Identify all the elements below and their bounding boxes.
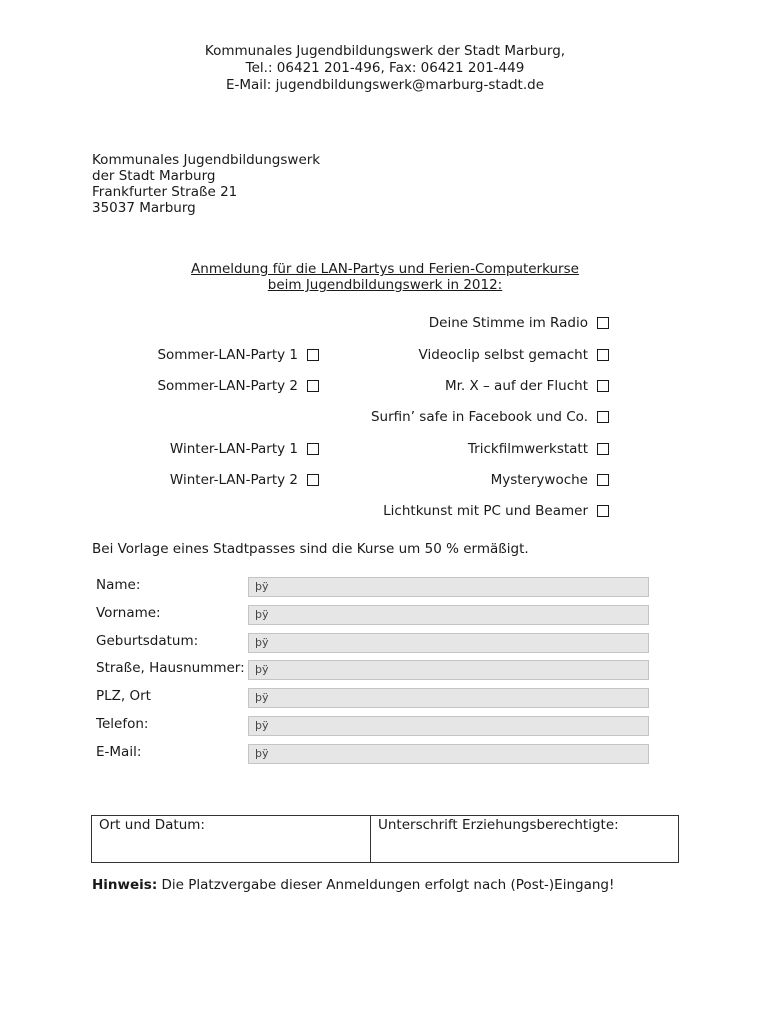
- option-label: Videoclip selbst gemacht: [418, 347, 588, 363]
- option-mysterywoche[interactable]: [491, 470, 609, 490]
- checkbox[interactable]: [597, 474, 609, 486]
- option-sommer-lan-1[interactable]: [157, 345, 319, 365]
- address-line-1: Kommunales Jugendbildungswerk: [92, 152, 321, 168]
- vorname-label: Vorname:: [96, 605, 161, 621]
- name-field[interactable]: þÿ: [248, 577, 649, 597]
- hint-label: Hinweis:: [92, 877, 158, 893]
- header-email: E-Mail: jugendbildungswerk@marburg-stadt.de: [225, 77, 545, 93]
- plz-ort-label: PLZ, Ort: [96, 688, 151, 704]
- option-label: Trickfilmwerkstatt: [467, 441, 588, 457]
- header-phone-fax: Tel.: 06421 201-496, Fax: 06421 201-449: [245, 60, 525, 76]
- strasse-field[interactable]: þÿ: [248, 660, 649, 680]
- option-trickfilm[interactable]: [468, 439, 609, 459]
- checkbox[interactable]: [307, 380, 319, 392]
- option-videoclip[interactable]: [419, 345, 609, 365]
- title-line-2: beim Jugendbildungswerk in 2012:: [267, 277, 503, 293]
- option-label: Lichtkunst mit PC und Beamer: [383, 503, 588, 519]
- vorname-field[interactable]: þÿ: [248, 605, 649, 625]
- address-line-3: Frankfurter Straße 21: [92, 184, 238, 200]
- checkbox[interactable]: [307, 349, 319, 361]
- header-org: Kommunales Jugendbildungswerk der Stadt Marburg,: [204, 43, 566, 59]
- option-label: Winter-LAN-Party 2: [169, 472, 298, 488]
- recipient-address: [92, 152, 320, 216]
- geburtsdatum-label: Geburtsdatum:: [96, 633, 199, 649]
- checkbox[interactable]: [597, 349, 609, 361]
- geburtsdatum-field[interactable]: þÿ: [248, 633, 649, 653]
- email-field[interactable]: þÿ: [248, 744, 649, 764]
- option-lichtkunst[interactable]: [383, 501, 609, 521]
- option-label: Sommer-LAN-Party 1: [157, 347, 298, 363]
- option-label: Sommer-LAN-Party 2: [157, 378, 298, 394]
- telefon-field[interactable]: þÿ: [248, 716, 649, 736]
- checkbox[interactable]: [597, 505, 609, 517]
- checkbox[interactable]: [597, 380, 609, 392]
- option-sommer-lan-2[interactable]: [157, 376, 319, 396]
- option-label: Deine Stimme im Radio: [428, 315, 588, 331]
- option-label: Winter-LAN-Party 1: [169, 441, 298, 457]
- address-line-2: der Stadt Marburg: [92, 168, 216, 184]
- guardian-signature-cell[interactable]: [371, 816, 679, 863]
- checkbox[interactable]: [597, 317, 609, 329]
- checkbox[interactable]: [597, 443, 609, 455]
- document-header: [0, 43, 770, 94]
- guardian-signature-label: Unterschrift Erziehungsberechtigte:: [378, 817, 619, 833]
- option-surfin-safe[interactable]: [371, 407, 609, 427]
- discount-note: Bei Vorlage eines Stadtpasses sind die Kurse um 50 % ermäßigt.: [92, 541, 529, 557]
- name-label: Name:: [96, 577, 141, 593]
- option-mr-x[interactable]: [445, 376, 609, 396]
- checkbox[interactable]: [307, 474, 319, 486]
- hint-text: Die Platzvergabe dieser Anmeldungen erfolgt nach (Post-)Eingang!: [157, 877, 615, 893]
- hint-note: [92, 877, 614, 893]
- option-winter-lan-1[interactable]: [170, 439, 319, 459]
- checkbox[interactable]: [307, 443, 319, 455]
- address-line-4: 35037 Marburg: [92, 200, 196, 216]
- option-label: Surfin’ safe in Facebook und Co.: [370, 409, 588, 425]
- checkbox[interactable]: [597, 411, 609, 423]
- place-date-cell[interactable]: [92, 816, 371, 863]
- telefon-label: Telefon:: [96, 716, 149, 732]
- strasse-label: Straße, Hausnummer:: [96, 660, 245, 676]
- signature-table: [91, 815, 679, 863]
- email-label: E-Mail:: [96, 744, 142, 760]
- plz-ort-field[interactable]: þÿ: [248, 688, 649, 708]
- option-label: Mr. X – auf der Flucht: [444, 378, 588, 394]
- form-title: [0, 261, 770, 293]
- option-winter-lan-2[interactable]: [170, 470, 319, 490]
- title-line-1: Anmeldung für die LAN-Partys und Ferien-Computerkurse: [191, 261, 579, 277]
- option-label: Mysterywoche: [490, 472, 588, 488]
- place-date-label: Ort und Datum:: [99, 817, 205, 833]
- option-radio[interactable]: [429, 313, 609, 333]
